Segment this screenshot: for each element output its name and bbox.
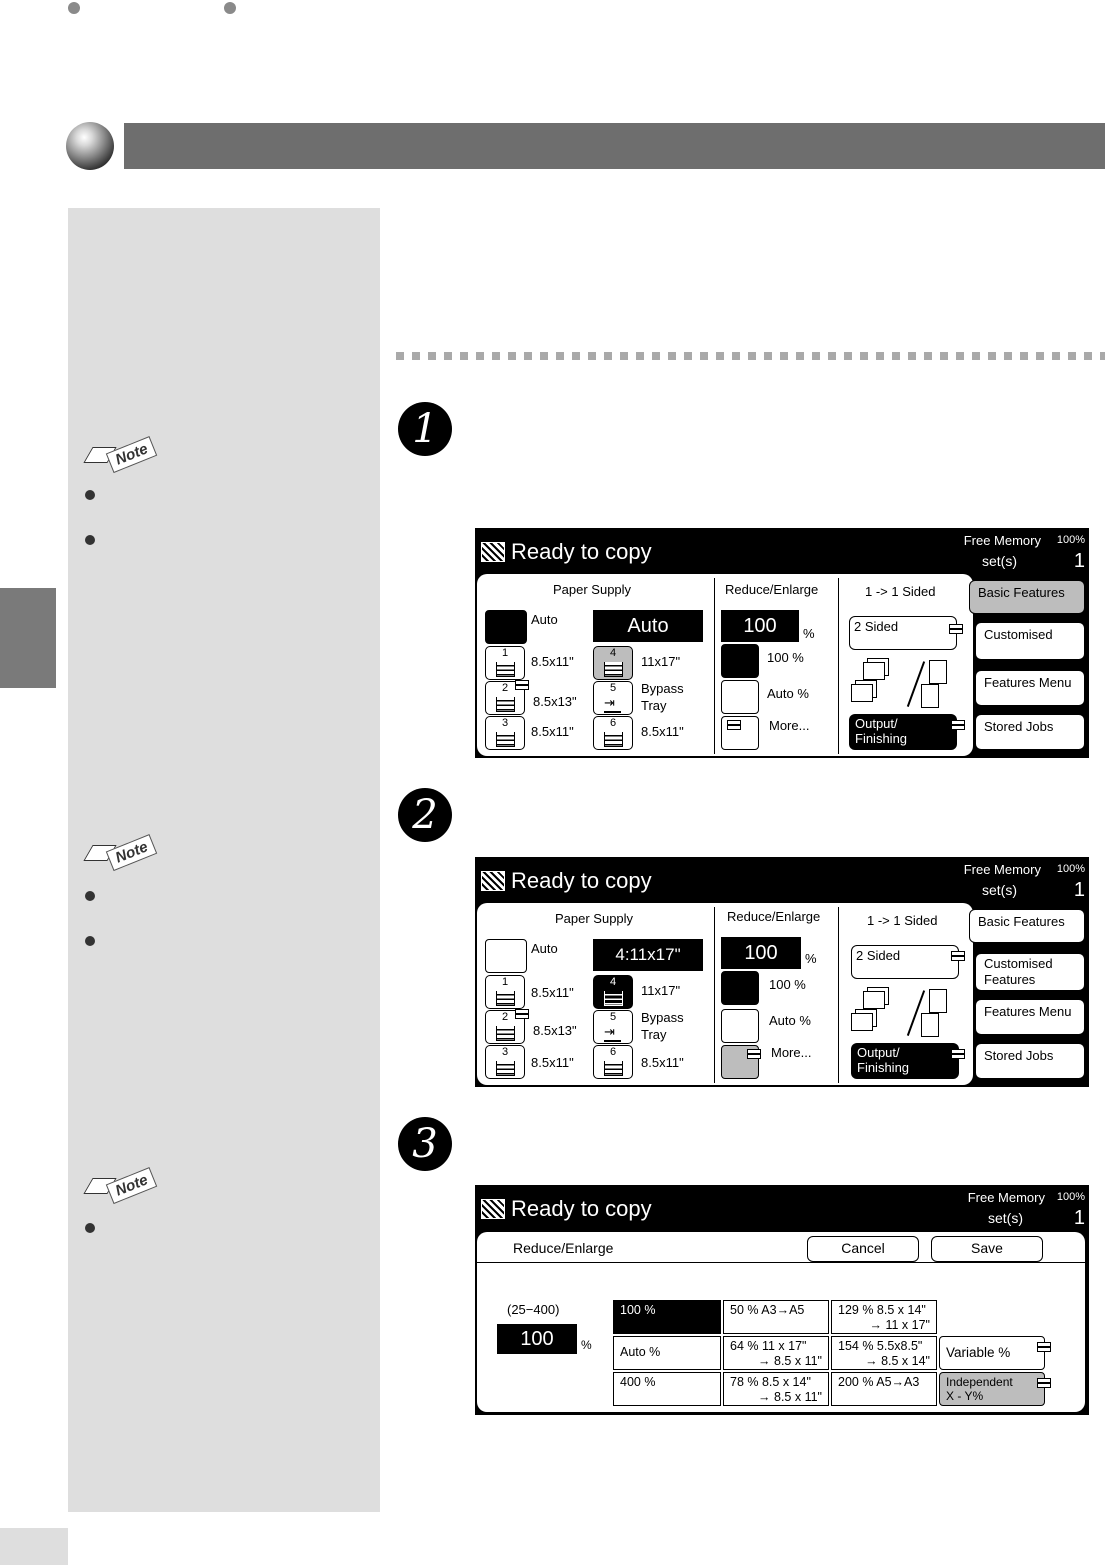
preset-64-button[interactable] xyxy=(723,1336,829,1370)
tray-number: 4 xyxy=(609,647,617,659)
free-memory-label: Free Memory xyxy=(963,533,1041,548)
tray-3-button[interactable] xyxy=(485,716,525,750)
preset-50-button[interactable] xyxy=(723,1300,829,1334)
tray-number: 5 xyxy=(609,682,617,694)
tray-1-size: 8.5x11" xyxy=(531,985,574,1000)
panel-title: Ready to copy xyxy=(511,868,652,893)
note-bullet xyxy=(85,936,95,946)
auto-percent-label: Auto % xyxy=(769,1013,811,1028)
tray-4-button[interactable] xyxy=(593,975,633,1009)
cancel-label: Cancel xyxy=(841,1240,885,1256)
preset-154-label: 154 % 5.5x8.5" xyxy=(838,1339,923,1353)
tray-3-size: 8.5x11" xyxy=(531,1055,574,1070)
tray-3-button[interactable] xyxy=(485,1045,525,1079)
tray-icon xyxy=(496,662,515,677)
paper-selected-value: Auto xyxy=(593,610,703,642)
sets-count: 1 xyxy=(1073,879,1085,901)
basic-features-label: Basic Features xyxy=(978,914,1065,929)
reduce-enlarge-value: 100 xyxy=(721,610,799,642)
page-icon xyxy=(921,1013,939,1037)
tray-icon xyxy=(496,991,515,1006)
preset-154-sub: → 8.5 x 14" xyxy=(865,1354,930,1368)
output-line-2: Finishing xyxy=(857,1060,910,1075)
note-label: Note xyxy=(106,834,158,871)
header-dot-2 xyxy=(224,2,236,14)
note-bullet xyxy=(85,490,95,500)
paper-selected-value: 4:11x17" xyxy=(593,939,703,971)
paper-supply-heading: Paper Supply xyxy=(553,582,632,597)
tray-2-flag-icon xyxy=(515,1009,529,1019)
reduce-enlarge-heading: Reduce/Enlarge xyxy=(513,1240,614,1256)
reduce-enlarge-screen xyxy=(477,1232,1085,1412)
stored-jobs-label: Stored Jobs xyxy=(984,719,1054,734)
note-bullet xyxy=(85,1223,95,1233)
two-sided-flag-icon xyxy=(949,624,963,634)
bypass-arrow-icon: ⇥ xyxy=(604,697,621,713)
tray-4-size: 11x17" xyxy=(641,654,681,669)
stored-jobs-label: Stored Jobs xyxy=(984,1048,1054,1063)
basic-features-button[interactable] xyxy=(969,909,1085,943)
output-finishing-button[interactable] xyxy=(849,714,957,750)
tray-2-flag-icon xyxy=(515,680,529,690)
tray-1-size: 8.5x11" xyxy=(531,654,574,669)
panel-title: Ready to copy xyxy=(511,1196,652,1221)
more-flag-icon xyxy=(747,1049,761,1059)
tray-6-size: 8.5x11" xyxy=(641,724,684,739)
reduce-enlarge-value: 100 xyxy=(721,937,801,969)
variable-percent-label: Variable % xyxy=(946,1345,1011,1360)
tray-number: 6 xyxy=(609,717,617,729)
bypass-arrow-icon: ⇥ xyxy=(604,1026,621,1042)
reduce-enlarge-heading: Reduce/Enlarge xyxy=(725,582,819,597)
copier-icon xyxy=(481,871,505,891)
output-flag-icon xyxy=(951,1049,965,1059)
note-bullet xyxy=(85,891,95,901)
note-bullet xyxy=(85,535,95,545)
tray-1-button[interactable] xyxy=(485,975,525,1009)
page-number-area xyxy=(0,1528,68,1565)
copier-icon xyxy=(481,1199,505,1219)
chapter-tab xyxy=(0,588,56,688)
note-label: Note xyxy=(106,1167,158,1204)
tray-4-button[interactable] xyxy=(593,646,633,680)
basic-features-button[interactable] xyxy=(969,580,1085,614)
customised-features-button[interactable] xyxy=(975,953,1085,991)
tray-2-size: 8.5x13" xyxy=(533,1023,577,1038)
preset-100-label: 100 % xyxy=(769,977,806,992)
preset-200-button[interactable] xyxy=(831,1372,937,1406)
tray-2-size: 8.5x13" xyxy=(533,694,577,709)
basic-features-tab xyxy=(477,574,973,756)
auto-paper-button[interactable] xyxy=(485,610,527,644)
preset-50-label: 50 % A3→A5 xyxy=(730,1303,805,1317)
preset-78-button[interactable] xyxy=(723,1372,829,1406)
independent-label-1: Independent xyxy=(946,1375,1013,1389)
tray-number: 1 xyxy=(501,647,509,659)
tray-5-size: Bypass Tray xyxy=(641,1010,684,1042)
preset-100-button[interactable] xyxy=(613,1300,721,1334)
preset-400-label: 400 % xyxy=(620,1375,656,1389)
auto-paper-label: Auto xyxy=(531,612,558,627)
sets-label: set(s) xyxy=(988,1210,1023,1226)
more-label: More... xyxy=(769,718,810,733)
paper-supply-heading: Paper Supply xyxy=(555,911,634,926)
tray-icon xyxy=(604,1061,623,1076)
tray-5-button[interactable] xyxy=(593,681,633,715)
preset-78-sub: → 8.5 x 11" xyxy=(758,1390,822,1404)
note-label: Note xyxy=(106,436,158,473)
copy-panel-1 xyxy=(475,528,1089,758)
preset-100-button[interactable] xyxy=(721,644,759,678)
section-header-bar xyxy=(124,123,1105,169)
percent-unit: % xyxy=(803,626,815,641)
note-badge-3 xyxy=(88,1171,155,1200)
free-memory-value: 100% xyxy=(1056,534,1085,546)
output-line-1: Output/ xyxy=(855,716,898,731)
auto-paper-button[interactable] xyxy=(485,939,527,973)
independent-label-2: X - Y% xyxy=(946,1389,984,1403)
two-sided-label: 2 Sided xyxy=(856,948,901,963)
more-label: More... xyxy=(771,1045,812,1060)
stored-jobs-button[interactable] xyxy=(975,714,1085,750)
basic-features-label: Basic Features xyxy=(978,585,1065,600)
features-menu-button[interactable] xyxy=(975,670,1085,706)
two-sided-button[interactable] xyxy=(849,616,957,650)
free-memory-label: Free Memory xyxy=(963,862,1041,877)
features-menu-label: Features Menu xyxy=(984,1004,1072,1019)
output-line-2: Finishing xyxy=(855,731,908,746)
sets-label: set(s) xyxy=(982,882,1017,898)
sided-heading: 1 -> 1 Sided xyxy=(865,584,936,599)
step-2-marker: 2 xyxy=(398,788,452,842)
tray-4-size: 11x17" xyxy=(641,983,681,998)
tray-1-button[interactable] xyxy=(485,646,525,680)
reduce-enlarge-heading: Reduce/Enlarge xyxy=(727,909,821,924)
tray-icon xyxy=(604,662,623,677)
features-menu-button[interactable] xyxy=(975,999,1085,1035)
output-line-1: Output/ xyxy=(857,1045,900,1060)
note-badge-2 xyxy=(88,838,155,867)
variable-percent-button[interactable] xyxy=(939,1336,1045,1370)
cancel-button[interactable] xyxy=(807,1236,919,1262)
preset-100-label: 100 % xyxy=(767,650,804,665)
tray-number: 2 xyxy=(501,682,509,694)
basic-features-tab xyxy=(477,903,973,1085)
two-sided-flag-icon xyxy=(951,951,965,961)
note-badge-1 xyxy=(88,440,155,469)
header-rule xyxy=(477,1262,1085,1263)
preset-100-button[interactable] xyxy=(721,971,759,1005)
sets-count: 1 xyxy=(1073,1207,1085,1229)
stored-jobs-button[interactable] xyxy=(975,1043,1085,1079)
dashed-divider xyxy=(396,352,1105,360)
customised-label: Customised xyxy=(984,627,1053,642)
section-sphere-icon xyxy=(66,122,114,170)
ratio-value: 100 xyxy=(497,1324,577,1354)
save-button[interactable] xyxy=(931,1236,1043,1262)
tray-5-button[interactable] xyxy=(593,1010,633,1044)
preset-64-label: 64 % 11 x 17" xyxy=(730,1339,807,1353)
preset-129-button[interactable] xyxy=(831,1300,937,1334)
auto-percent-label: Auto % xyxy=(620,1345,661,1359)
percent-unit: % xyxy=(805,951,817,966)
page-icon xyxy=(921,684,939,708)
preset-129-sub: → 11 x 17" xyxy=(869,1318,930,1332)
auto-paper-label: Auto xyxy=(531,941,558,956)
preset-129-label: 129 % 8.5 x 14" xyxy=(838,1303,926,1317)
sets-label: set(s) xyxy=(982,553,1017,569)
reduce-enlarge-panel xyxy=(475,1185,1089,1415)
tray-number: 2 xyxy=(501,1011,509,1023)
preset-100-label: 100 % xyxy=(620,1303,656,1317)
divider xyxy=(838,578,839,754)
output-finishing-button[interactable] xyxy=(851,1043,959,1079)
free-memory-value: 100% xyxy=(1056,1191,1085,1203)
tray-number: 1 xyxy=(501,976,509,988)
tray-icon xyxy=(496,732,515,747)
step-1-marker: 1 xyxy=(398,402,452,456)
copy-panel-2 xyxy=(475,857,1089,1087)
page-icon xyxy=(929,989,947,1013)
independent-xy-button[interactable] xyxy=(939,1372,1045,1406)
tray-6-size: 8.5x11" xyxy=(641,1055,684,1070)
panel-title: Ready to copy xyxy=(511,539,652,564)
tray-number: 3 xyxy=(501,1046,509,1058)
percent-unit: % xyxy=(581,1338,592,1352)
preset-400-button[interactable] xyxy=(613,1372,721,1406)
free-memory-value: 100% xyxy=(1056,863,1085,875)
copier-icon xyxy=(481,542,505,562)
tray-5-size: Bypass Tray xyxy=(641,681,684,713)
tray-icon xyxy=(604,991,623,1006)
divider xyxy=(838,907,839,1083)
tray-6-button[interactable] xyxy=(593,716,633,750)
divider xyxy=(714,907,715,1083)
variable-flag-icon xyxy=(1037,1342,1051,1352)
auto-percent-button[interactable] xyxy=(721,680,759,714)
panel-titlebar xyxy=(475,1185,1089,1231)
step-3-marker: 3 xyxy=(398,1117,452,1171)
panel-titlebar xyxy=(475,857,1089,903)
tray-icon xyxy=(604,732,623,747)
tray-number: 6 xyxy=(609,1046,617,1058)
tray-6-button[interactable] xyxy=(593,1045,633,1079)
output-flag-icon xyxy=(951,720,965,730)
preset-78-label: 78 % 8.5 x 14" xyxy=(730,1375,811,1389)
header-dot-1 xyxy=(68,2,80,14)
tray-number: 3 xyxy=(501,717,509,729)
tray-icon xyxy=(496,697,515,712)
independent-flag-icon xyxy=(1037,1378,1051,1388)
panel-titlebar xyxy=(475,528,1089,574)
preset-200-label: 200 % A5→A3 xyxy=(838,1375,920,1389)
customised-features-label: Customised Features xyxy=(984,956,1053,987)
save-label: Save xyxy=(971,1240,1003,1256)
auto-percent-label: Auto % xyxy=(767,686,809,701)
auto-percent-button[interactable] xyxy=(721,1009,759,1043)
more-flag-icon xyxy=(727,720,741,730)
tray-icon xyxy=(496,1026,515,1041)
tray-icon xyxy=(496,1061,515,1076)
two-sided-docs-icon xyxy=(851,987,911,1033)
two-sided-button[interactable] xyxy=(851,945,959,979)
tray-3-size: 8.5x11" xyxy=(531,724,574,739)
sided-heading: 1 -> 1 Sided xyxy=(867,913,938,928)
free-memory-label: Free Memory xyxy=(967,1190,1045,1205)
auto-percent-button[interactable] xyxy=(613,1336,721,1370)
tray-number: 4 xyxy=(609,976,617,988)
sets-count: 1 xyxy=(1073,550,1085,572)
divider xyxy=(714,578,715,754)
page-icon xyxy=(929,660,947,684)
customised-button[interactable] xyxy=(975,622,1085,660)
range-label: (25−400) xyxy=(507,1302,560,1317)
tray-number: 5 xyxy=(609,1011,617,1023)
preset-154-button[interactable] xyxy=(831,1336,937,1370)
preset-64-sub: → 8.5 x 11" xyxy=(758,1354,822,1368)
features-menu-label: Features Menu xyxy=(984,675,1072,690)
two-sided-docs-icon xyxy=(851,658,911,704)
two-sided-label: 2 Sided xyxy=(854,619,899,634)
